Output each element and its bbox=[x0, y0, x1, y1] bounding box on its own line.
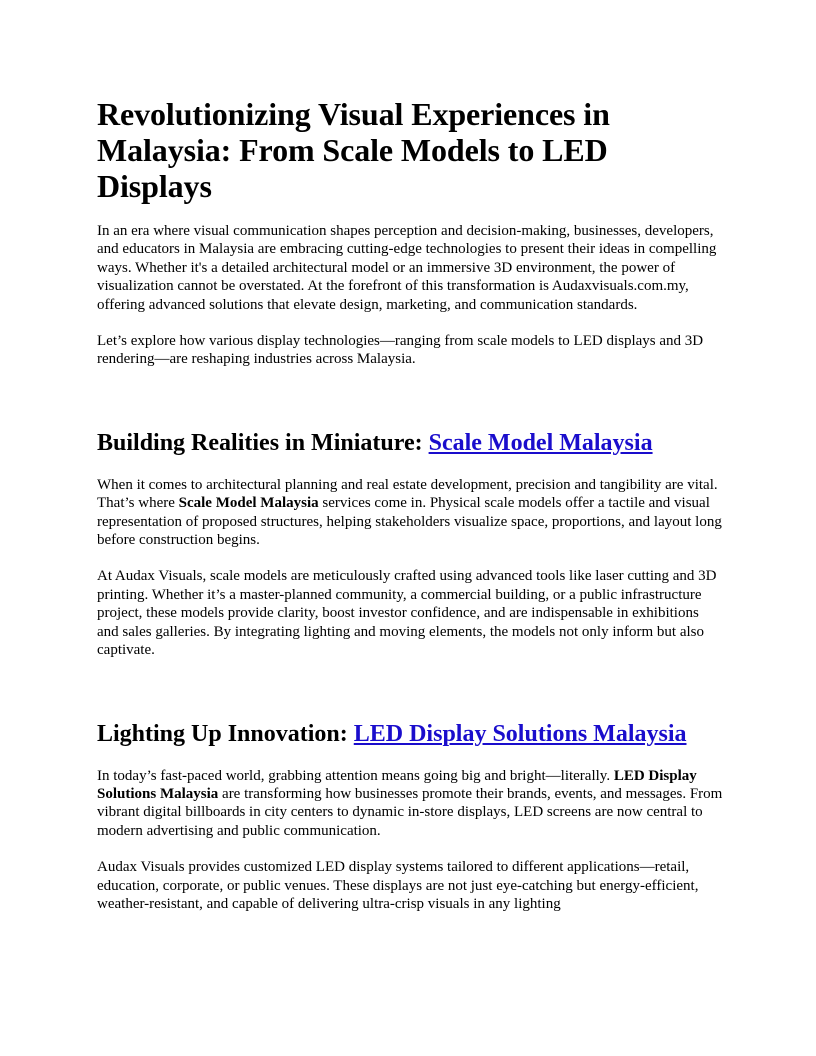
scale-model-paragraph-1 bbox=[97, 476, 723, 550]
paragraph-text: In today’s fast-paced world, grabbing attention means going big and bright—literally. bbox=[97, 767, 614, 784]
intro-paragraph-2: Let’s explore how various display technologies—ranging from scale models to LED displays and 3D rendering—are reshaping industries across Malaysia. bbox=[97, 333, 704, 368]
led-display-paragraph-1 bbox=[97, 767, 723, 841]
bold-term: Scale Model Malaysia bbox=[178, 495, 319, 512]
page-title: Revolutionizing Visual Experiences in Malaysia: From Scale Models to LED Displays bbox=[97, 96, 610, 204]
led-display-paragraph-2: Audax Visuals provides customized LED display systems tailored to different applications—retail, education, corporate, or public venues. These displays are not just eye-catching but energy-efficient, weather-resistant, and capable of delivering ultra-crisp visuals in any lighting bbox=[97, 859, 699, 912]
section-heading-scale-model bbox=[97, 429, 723, 457]
bold-term: LED Display Solutions Malaysia bbox=[97, 767, 697, 802]
section-heading-text: Lighting Up Innovation: bbox=[97, 720, 354, 747]
paragraph-text: services come in. Physical scale models offer a tactile and visual representation of proposed structures, helping stakeholders visualize space, proportions, and layout long before construction begins. bbox=[97, 495, 722, 549]
scale-model-paragraph-2: At Audax Visuals, scale models are meticulously crafted using advanced tools like laser cutting and 3D printing. Whether it’s a master-planned community, a commercial building, or a public infrastructure project, these models provide clarity, boost investor confidence, and are indispensable in exhibitions and sales galleries. By integrating lighting and moving elements, the models not only inform but also captivate. bbox=[97, 568, 717, 659]
paragraph-text: are transforming how businesses promote their brands, events, and messages. From vibrant digital billboards in city centers to dynamic in-store displays, LED screens are now central to modern advertising and public communication. bbox=[97, 785, 723, 839]
scale-model-malaysia-link[interactable]: Scale Model Malaysia bbox=[428, 429, 653, 456]
section-heading-text: Building Realities in Miniature: bbox=[97, 429, 429, 456]
document-page bbox=[97, 96, 723, 931]
paragraph-text: When it comes to architectural planning and real estate development, precision and tangibility are vital. That’s where bbox=[97, 476, 718, 512]
section-heading-led-display bbox=[97, 720, 723, 748]
section-spacer bbox=[97, 387, 723, 429]
led-display-solutions-link[interactable]: LED Display Solutions Malaysia bbox=[353, 720, 687, 747]
section-spacer bbox=[97, 678, 723, 720]
intro-paragraph-1: In an era where visual communication shapes perception and decision-making, businesses, developers, and educators in Malaysia are embracing cutting-edge technologies to present their ideas in compelling ways. Whether it's a detailed architectural model or an immersive 3D environment, the power of visualization cannot be overstated. At the forefront of this transformation is Audaxvisuals.com.my, offering advanced solutions that elevate design, marketing, and communication standards. bbox=[97, 223, 717, 313]
